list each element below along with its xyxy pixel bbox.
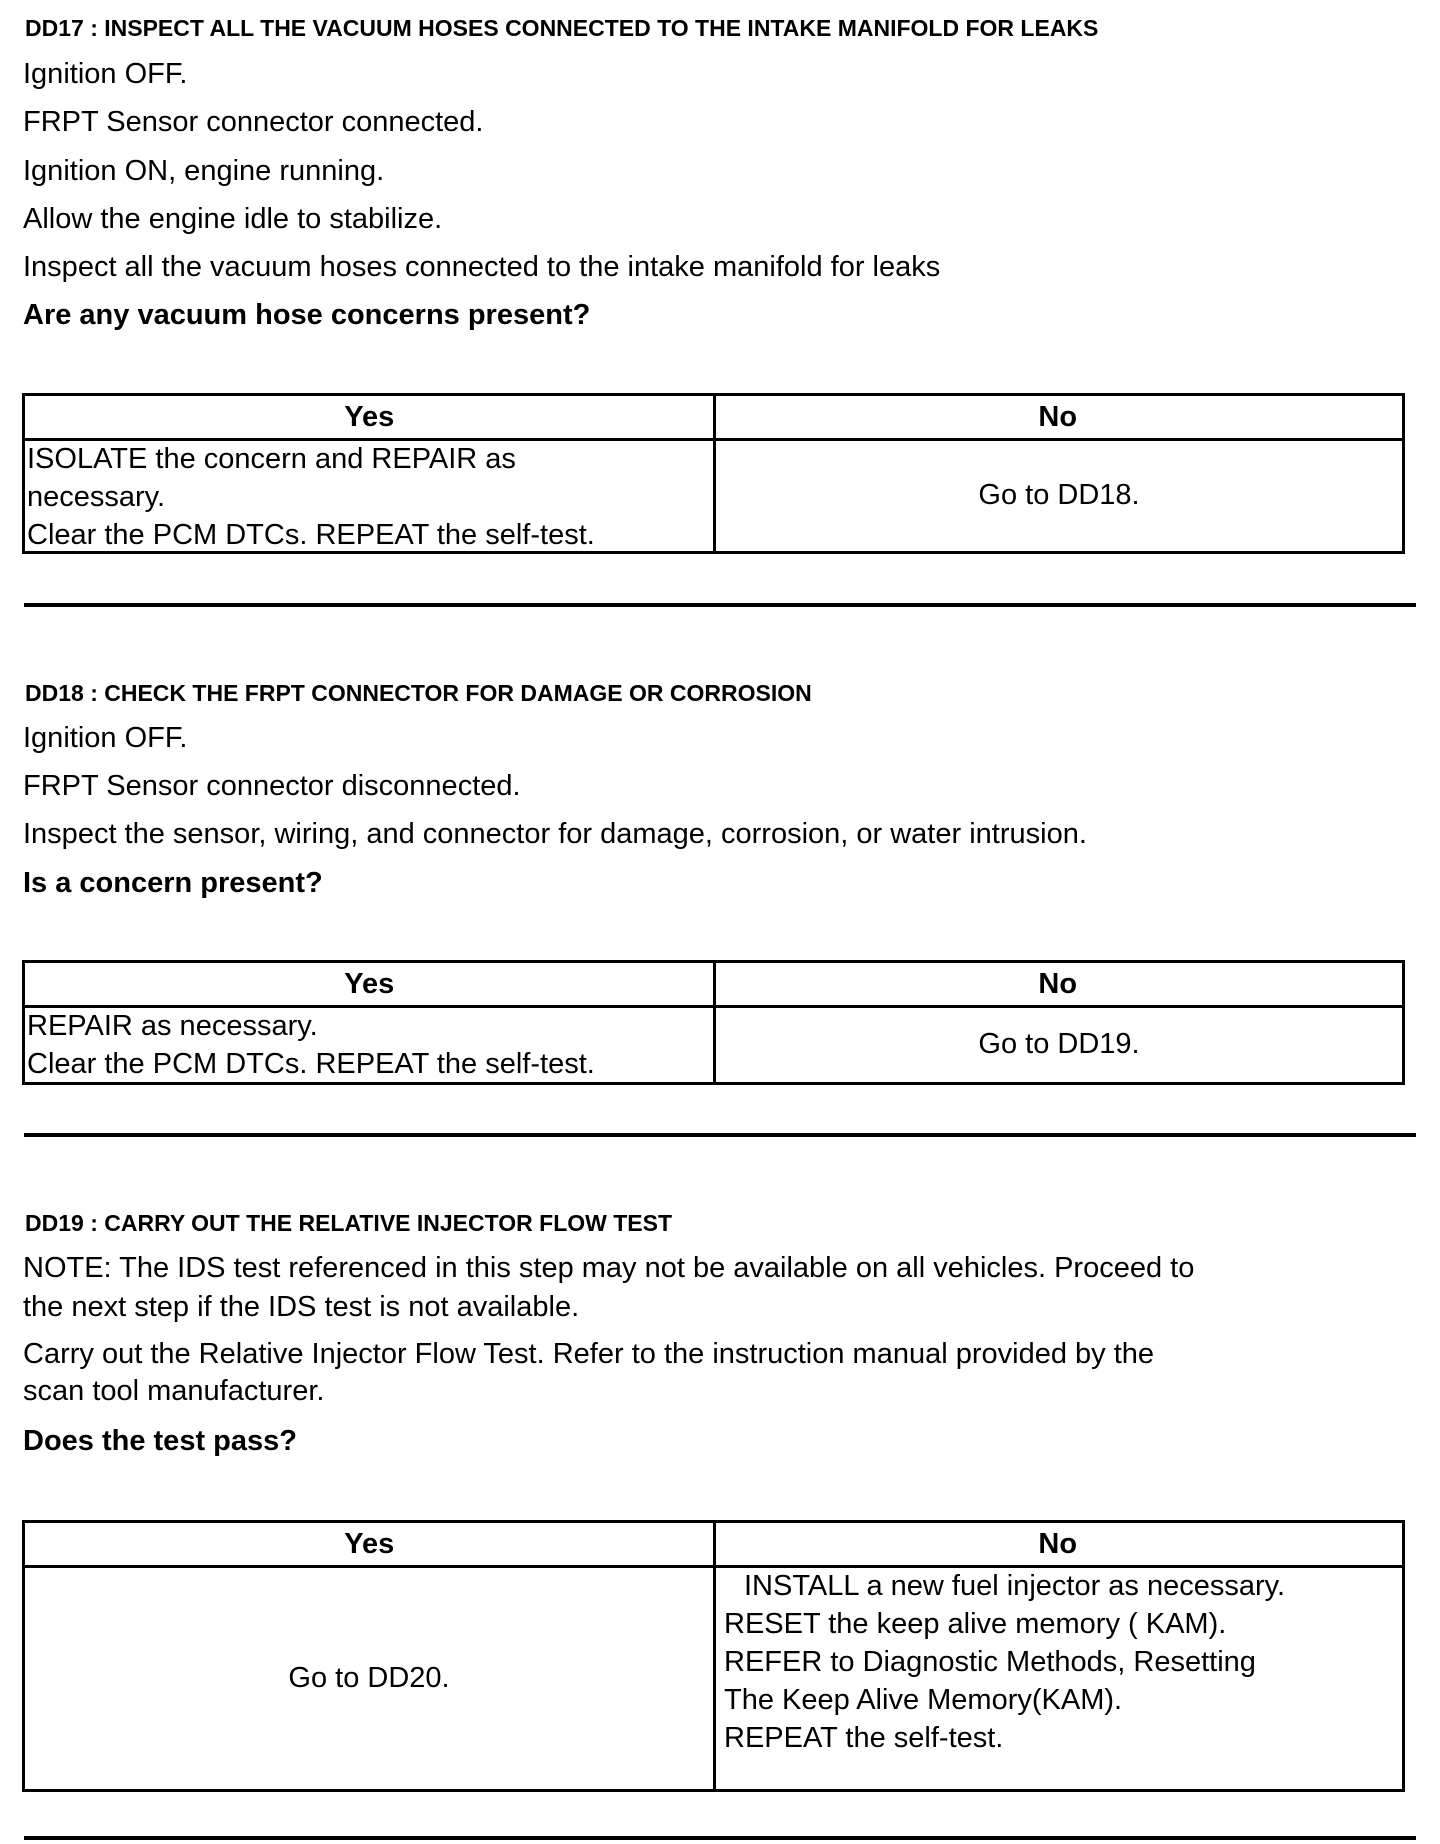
yes-cell [25,1659,713,1697]
cell-line: Go to DD19. [978,1028,1140,1060]
step-question: Are any vacuum hose concerns present? [23,299,591,331]
cell-line: INSTALL a new fuel injector as necessary. [744,1570,1286,1602]
step-line: FRPT Sensor connector disconnected. [23,770,521,802]
step-line: Carry out the Relative Injector Flow Test. Refer to the instruction manual provided by the [23,1338,1155,1370]
cell-line: necessary. [27,481,166,513]
yes-header: Yes [344,400,395,433]
cell-line: REPAIR as necessary. [27,1010,318,1042]
yes-header: Yes [344,967,395,1000]
cell-line: Clear the PCM DTCs. REPEAT the self-test. [27,519,595,551]
step-title: DD19 : CARRY OUT THE RELATIVE INJECTOR FLOW TEST [25,1210,673,1236]
yes-cell [27,1007,595,1083]
column-divider [713,963,716,1082]
no-header: No [1038,967,1078,1000]
no-cell [724,1567,1285,1757]
step-title: DD17 : INSPECT ALL THE VACUUM HOSES CONNECTED TO THE INTAKE MANIFOLD FOR LEAKS [25,15,1099,41]
cell-line: Go to DD18. [978,479,1140,511]
step-line: scan tool manufacturer. [23,1375,325,1407]
cell-line: The Keep Alive Memory(KAM). [724,1684,1123,1716]
no-cell [716,476,1402,514]
step-line: Ignition OFF. [23,58,188,90]
cell-line: RESET the keep alive memory ( KAM). [724,1608,1227,1640]
no-header: No [1038,400,1078,433]
section-divider [24,1133,1416,1137]
column-divider [713,396,716,551]
cell-line: REPEAT the self-test. [724,1722,1004,1754]
no-header: No [1038,1527,1078,1560]
decision-table [22,1520,1405,1792]
step-line: Allow the engine idle to stabilize. [23,203,443,235]
step-line: Ignition OFF. [23,722,188,754]
decision-table [22,960,1405,1085]
step-question: Does the test pass? [23,1425,297,1457]
no-cell [716,1025,1402,1063]
step-line: Inspect all the vacuum hoses connected to the intake manifold for leaks [23,251,941,283]
cell-line: Go to DD20. [288,1662,450,1694]
section-divider [24,603,1416,607]
yes-header: Yes [344,1527,395,1560]
step-line: NOTE: The IDS test referenced in this step may not be available on all vehicles. Proceed to [23,1252,1195,1284]
column-divider [713,1523,716,1789]
decision-table [22,393,1405,554]
cell-line: REFER to Diagnostic Methods, Resetting [724,1646,1256,1678]
section-divider [24,1836,1416,1840]
step-question: Is a concern present? [23,867,323,899]
step-line: the next step if the IDS test is not available. [23,1291,580,1323]
cell-line: Clear the PCM DTCs. REPEAT the self-test. [27,1048,595,1080]
yes-cell [27,440,595,554]
step-line: Ignition ON, engine running. [23,155,385,187]
step-line: Inspect the sensor, wiring, and connector for damage, corrosion, or water intrusion. [23,818,1087,850]
step-title: DD18 : CHECK THE FRPT CONNECTOR FOR DAMAGE OR CORROSION [25,680,812,706]
step-line: FRPT Sensor connector connected. [23,106,484,138]
cell-line: ISOLATE the concern and REPAIR as [27,443,516,475]
